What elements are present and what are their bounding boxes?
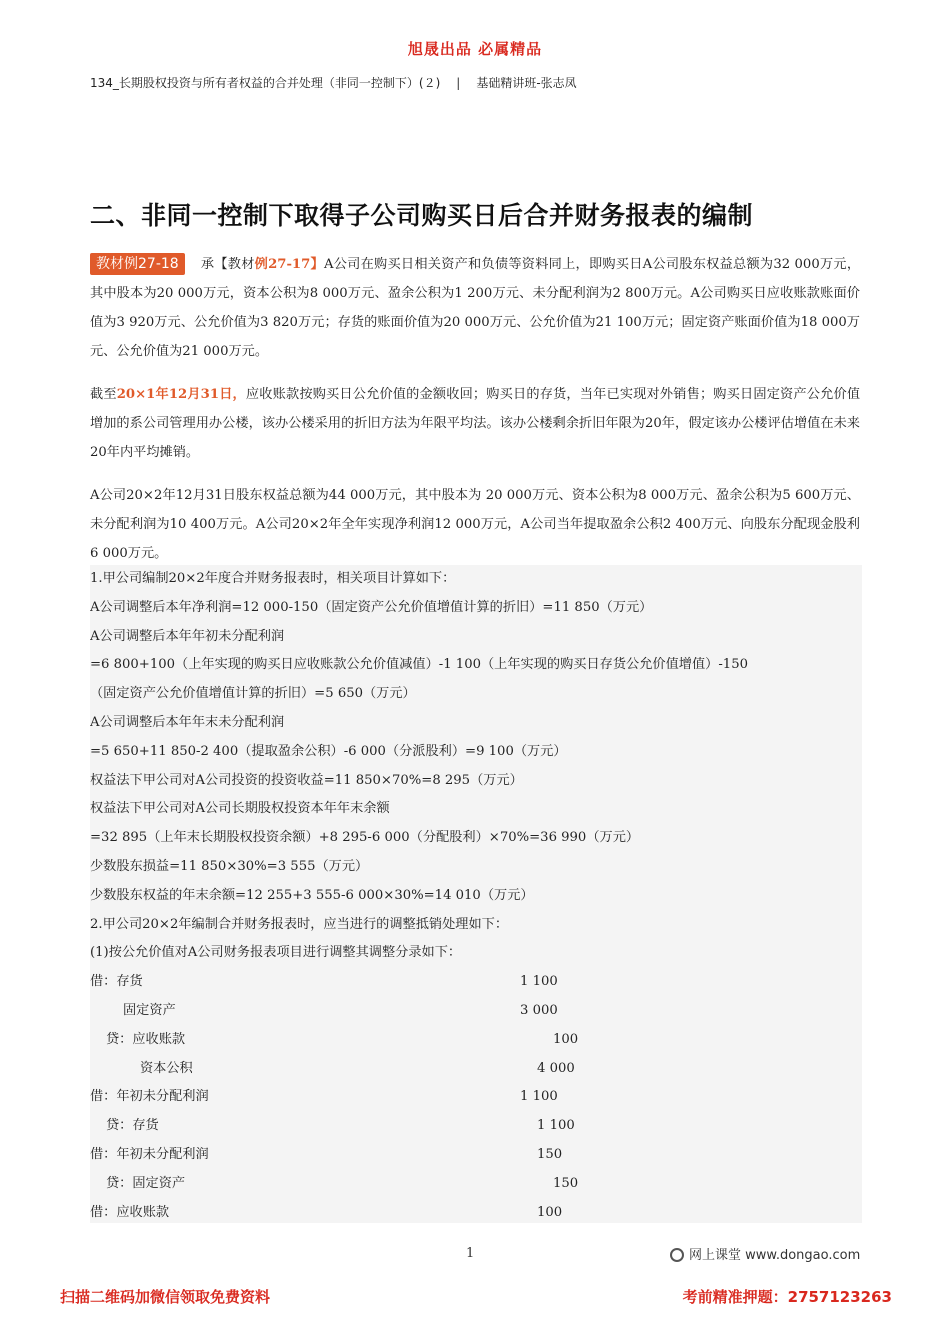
entry-account: 借：年初未分配利润 — [90, 1146, 209, 1162]
bottom-right-promo: 考前精准押题：2757123263 — [682, 1288, 892, 1306]
solution-line: 少数股东损益=11 850×30%=3 555（万元） — [90, 858, 369, 874]
entry-amount: 150 — [537, 1146, 563, 1162]
entry-amount: 100 — [553, 1031, 579, 1047]
p1-reference: 例27-17】 — [254, 257, 324, 272]
entry-account: 固定资产 — [123, 1002, 176, 1018]
journal-entry-row — [90, 1199, 862, 1223]
journal-entries — [90, 968, 862, 1223]
journal-entry-row — [90, 1141, 862, 1170]
p1-rest: A公司在购买日相关资产和负债等资料同上，即购买日A公司股东权益总额为32 000万元，其中股本为20 000万元，资本公积为8 000万元、盈余公积为1 200万元、未分配利润为2 800万元。A公司购买日应收账款账面价值为3 920万元、公允价值为3 820万元；存货的账面价值为20 000万元、公允价值为21 100万元；固定资产账面价值为18 000万元、公允价值为21 000万元。 — [90, 257, 861, 359]
dongao-logo-icon — [670, 1248, 684, 1262]
journal-entry-row — [90, 1170, 862, 1199]
journal-entry-row — [90, 1026, 862, 1055]
footer-site — [670, 1244, 860, 1263]
example-paragraph-1 — [90, 250, 860, 366]
example-paragraph-3: A公司20×2年12月31日股东权益总额为44 000万元，其中股本为 20 000万元、资本公积为8 000万元、盈余公积为5 600万元、未分配利润为10 400万元。A公司20×2年全年实现净利润12 000万元，A公司当年提取盈余公积2 400万元、向股东分配现金股利6 000万元。 — [90, 488, 860, 561]
header-title: 134_长期股权投资与所有者权益的合并处理（非同一控制下）(２) — [90, 76, 441, 90]
journal-entry-row — [90, 968, 862, 997]
entry-amount: 3 000 — [520, 1002, 558, 1018]
entry-amount: 1 100 — [520, 1089, 558, 1105]
solution-line: (1)按公允价值对A公司财务报表项目进行调整其调整分录如下： — [90, 945, 462, 961]
solution-line: 权益法下甲公司对A公司投资的投资收益=11 850×70%=8 295（万元） — [90, 772, 523, 788]
entry-amount: 4 000 — [537, 1060, 575, 1076]
journal-entry-row — [90, 1112, 862, 1141]
entry-amount: 150 — [553, 1175, 579, 1191]
page-header — [90, 74, 577, 91]
journal-entry-row — [90, 997, 862, 1026]
p1-prefix: 承【教材 — [200, 257, 255, 272]
p2-rest: 应收账款按购买日公允价值的金额收回；购买日的存货，当年已实现对外销售；购买日固定资产公允价值增加的系公司管理用办公楼，该办公楼采用的折旧方法为年限平均法。该办公楼剩余折旧年限为20年，假定该办公楼评估增值在未来20年内平均摊销。 — [90, 387, 861, 460]
solution-line: =6 800+100（上年实现的购买日应收账款公允价值减值）-1 100（上年实现的购买日存货公允价值增值）-150 — [90, 657, 748, 673]
solution-box — [90, 565, 862, 1223]
example-paragraph-2 — [90, 380, 860, 467]
header-separator: | — [456, 76, 461, 90]
entry-account: 借：应收账款 — [90, 1204, 170, 1220]
solution-line: =5 650+11 850-2 400（提取盈余公积）-6 000（分派股利）=9 100（万元） — [90, 743, 567, 759]
p2-date: 20×1年12月31日， — [116, 387, 246, 402]
solution-line: （固定资产公允价值增值计算的折旧）=5 650（万元） — [90, 686, 416, 702]
entry-account: 贷：应收账款 — [106, 1031, 186, 1047]
example-body — [90, 250, 860, 568]
solution-line: A公司调整后本年年末未分配利润 — [90, 714, 285, 730]
page-number: 1 — [466, 1246, 475, 1261]
section-title: 二、非同一控制下取得子公司购买日后合并财务报表的编制 — [90, 201, 754, 230]
solution-line: A公司调整后本年净利润=12 000-150（固定资产公允价值增值计算的折旧）=11 850（万元） — [90, 599, 653, 615]
p2-prefix: 截至 — [90, 387, 117, 402]
entry-account: 借：年初未分配利润 — [90, 1089, 209, 1105]
top-banner: 旭晟出品 必属精品 — [407, 40, 543, 58]
entry-amount: 1 100 — [537, 1118, 575, 1134]
entry-account: 资本公积 — [140, 1060, 193, 1076]
entry-amount: 100 — [537, 1204, 563, 1220]
bottom-left-promo: 扫描二维码加微信领取免费资料 — [60, 1288, 271, 1306]
solution-line: 少数股东权益的年末余额=12 255+3 555-6 000×30%=14 010（万元） — [90, 887, 534, 903]
footer-site-text: 网上课堂 www.dongao.com — [689, 1248, 861, 1263]
solution-line: 2.甲公司20×2年编制合并财务报表时，应当进行的调整抵销处理如下： — [90, 916, 509, 932]
solution-line: 1.甲公司编制20×2年度合并财务报表时，相关项目计算如下： — [90, 571, 456, 586]
example-tag: 教材例27-18 — [90, 253, 185, 275]
solution-line: A公司调整后本年年初未分配利润 — [90, 628, 285, 644]
journal-entry-row — [90, 1055, 862, 1084]
solution-lines — [90, 565, 862, 968]
entry-account: 贷：存货 — [106, 1118, 159, 1134]
solution-line: 权益法下甲公司对A公司长期股权投资本年年末余额 — [90, 801, 390, 817]
entry-account: 借：存货 — [90, 974, 143, 990]
entry-account: 贷：固定资产 — [106, 1175, 186, 1191]
entry-amount: 1 100 — [520, 974, 558, 990]
header-course: 基础精讲班-张志凤 — [476, 76, 577, 90]
journal-entry-row — [90, 1083, 862, 1112]
solution-line: =32 895（上年末长期股权投资余额）+8 295-6 000（分配股利）×70%=36 990（万元） — [90, 830, 640, 846]
